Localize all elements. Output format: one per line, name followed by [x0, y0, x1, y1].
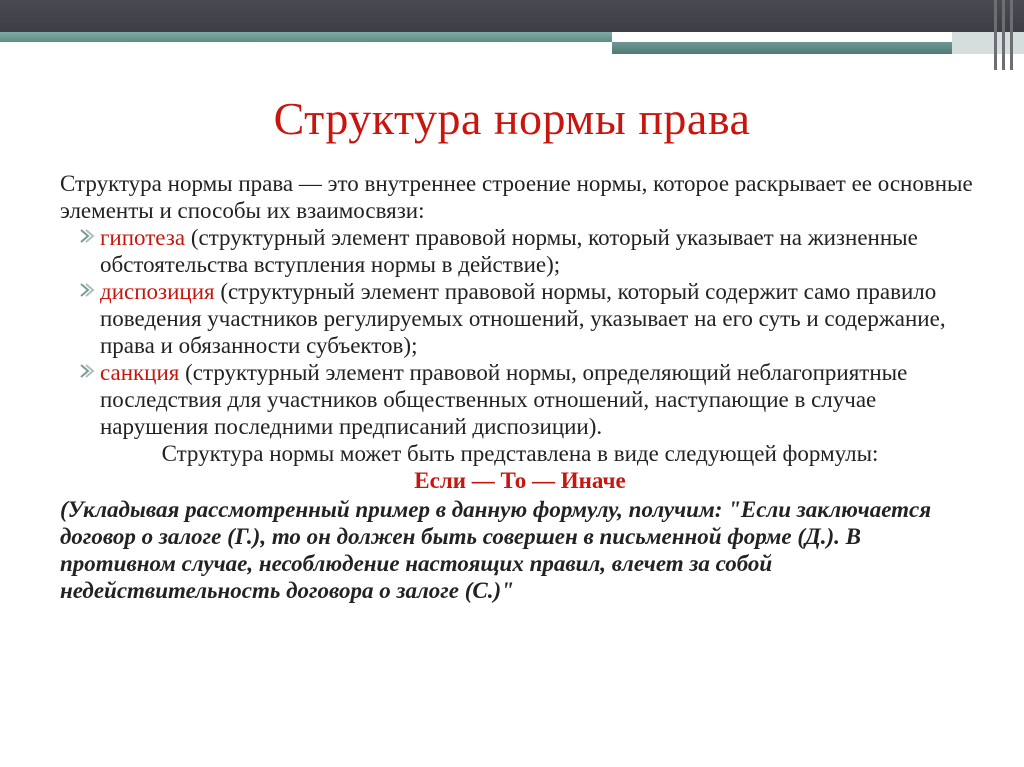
term-label: диспозиция — [100, 279, 215, 304]
top-light-band-right — [952, 32, 1024, 54]
top-dark-band — [0, 0, 1024, 32]
decor-stripe — [1002, 0, 1005, 70]
decor-stripe — [994, 0, 997, 70]
term-label: гипотеза — [100, 225, 186, 250]
top-teal-band — [0, 32, 612, 42]
formula: Если — То — Иначе — [414, 468, 626, 493]
bullet-hypothesis — [60, 224, 980, 278]
bullet-text: (структурный элемент правовой нормы, который указывает на жизненные обстоятельства вступления нормы в действие); — [100, 225, 918, 277]
formula-intro: Структура нормы может быть представлена в виде следующей формулы: — [161, 441, 879, 466]
bullet-sanction — [60, 359, 980, 440]
arrow-bullet-icon — [78, 362, 96, 380]
intro-paragraph: Структура нормы права — это внутреннее строение нормы, которое раскрывает ее основные элементы и способы их взаимосвязи: — [60, 171, 973, 223]
arrow-bullet-icon — [78, 227, 96, 245]
bullet-text: (структурный элемент правовой нормы, определяющий неблагоприятные последствия для участников общественных отношений, наступающие в случае нарушения последними предписаний диспозиции). — [100, 360, 908, 439]
bullet-disposition — [60, 278, 980, 359]
bullet-text: (структурный элемент правовой нормы, который содержит само правило поведения участников регулируемых отношений, указывает на его суть и содержание, права и обязанности субъектов); — [100, 279, 946, 358]
top-teal-band-right — [612, 42, 952, 54]
example-paragraph: (Укладывая рассмотренный пример в данную формулу, получим: "Если заключается договор о залоге (Г.), то он должен быть совершен в письменной форме (Д.). В противном случае, несоблюдение настоящих правил, влечет за собой недействительность договора о залоге (С.)" — [60, 497, 932, 603]
arrow-bullet-icon — [78, 281, 96, 299]
term-label: санкция — [100, 360, 180, 385]
decor-stripe — [1010, 0, 1013, 70]
slide-content — [60, 170, 980, 604]
slide-title: Структура нормы права — [273, 93, 751, 144]
